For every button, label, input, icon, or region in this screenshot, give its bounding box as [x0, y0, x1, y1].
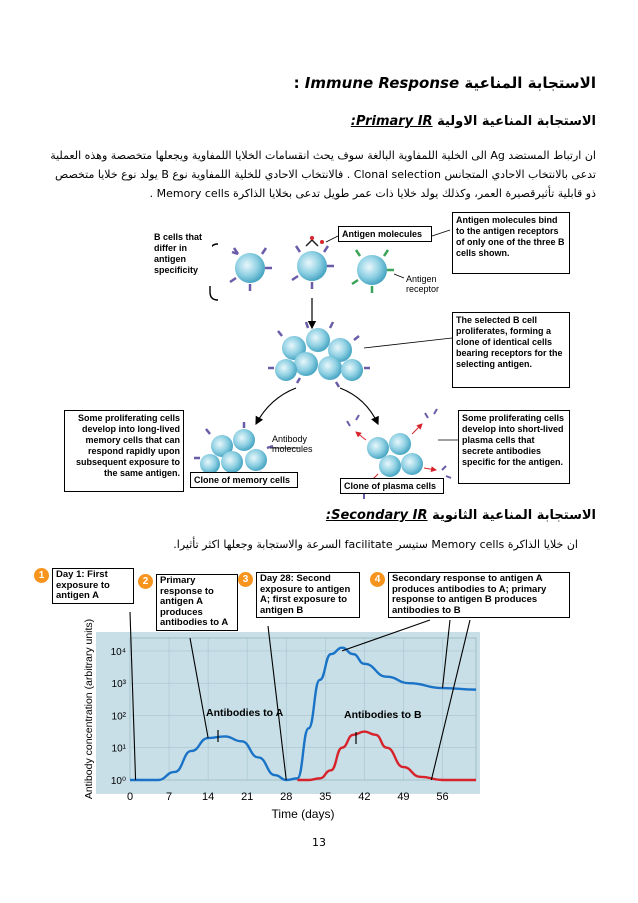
proliferating-cluster [268, 322, 370, 387]
heading-arabic: الاستجابة المناعية [464, 74, 596, 92]
primary-heading-arabic: الاستجابة المناعية الاولية [437, 114, 596, 129]
primary-heading [351, 114, 596, 129]
x-tick-label: 14 [202, 791, 215, 803]
clone-plasma-label: Clone of plasma cells [340, 478, 444, 494]
clonal-selection-diagram [60, 208, 580, 500]
step-text: Day 28: Second exposure to antigen A; first exposure to antigen B [256, 572, 360, 618]
plasma-cells-box: Some proliferating cells develop into short-lived plasma cells that secrete antibodies specific for the antigen. [458, 410, 570, 484]
primary-heading-english: Primary IR: [350, 114, 433, 129]
step-text: Day 1: First exposure to antigen A [52, 568, 134, 604]
x-axis-label: Time (days) [271, 807, 335, 821]
antibody-chart [30, 566, 610, 828]
x-tick-label: 0 [126, 791, 134, 803]
y-tick-label: 10² [111, 711, 126, 723]
paragraph-line: ان ارتباط المستضد Ag الى الخلية اللمفاوية البالغة سوف يحث انقسامات الخلايا اللمفاوية ويجعلها متخصصة وهذه العملية [50, 149, 596, 162]
series-label-a: Antibodies to A [206, 707, 284, 719]
x-tick-label: 21 [241, 791, 254, 803]
antigen-molecules-box: Antigen molecules [338, 226, 432, 242]
step-number: 1 [34, 568, 49, 583]
y-tick-label: 10⁴ [110, 646, 126, 658]
paragraph-line: تدعى بالانتخاب الاحادي المتجانس Clonal selection . فالانتخاب الاحادي للخلية اللمفاوية نوع B يولد نوع خلايا متخصص [55, 168, 596, 181]
b-cell-1 [230, 248, 272, 291]
clone-memory-label: Clone of memory cells [190, 472, 298, 488]
memory-cells-box: Some proliferating cells develop into long-lived memory cells that can respond rapidly upon subsequent exposure to the same antigen. [64, 410, 184, 492]
y-tick-label: 10¹ [111, 743, 126, 755]
x-tick-label: 42 [358, 791, 371, 803]
step-text: Secondary response to antigen A produces antibodies to A; primary response to antigen B produces antibodies to B [388, 572, 570, 618]
plot-background [96, 632, 480, 794]
y-tick-label: 10⁰ [110, 776, 126, 787]
y-axis-label: Antibody concentration (arbitrary units) [83, 618, 95, 800]
proliferates-box: The selected B cell proliferates, forming a clone of identical cells bearing receptors for the selecting antigen. [452, 312, 570, 388]
series-label-b: Antibodies to B [344, 709, 422, 721]
primary-paragraph [36, 146, 596, 203]
secondary-heading-english: Secondary IR: [325, 508, 428, 523]
x-tick-label: 49 [397, 791, 410, 803]
y-tick-label: 10³ [111, 679, 126, 691]
b-cells-box: B cells that differ in antigen specificity [154, 232, 212, 286]
secondary-text: ان خلايا الذاكرة Memory cells ستيسر facilitate السرعة والاستجابة وجعلها اكثر تأثيرا. [173, 538, 578, 551]
step-number: 2 [138, 574, 153, 589]
secondary-heading-arabic: الاستجابة المناعية الثانوية [432, 508, 596, 523]
heading-english: Immune Response [304, 74, 460, 92]
b-cell-2-selected [292, 236, 334, 289]
secondary-heading [326, 508, 596, 523]
x-tick-label: 56 [436, 791, 449, 803]
antigen-receptor-label: Antigen receptor [406, 274, 440, 294]
step-number: 4 [370, 572, 385, 587]
step-text: Primary response to antigen A produces antibodies to A [156, 574, 238, 631]
x-tick-label: 7 [166, 791, 173, 803]
paragraph-line: ذو قابلية تأثيرقصيرة العمر، وكذلك يولد خلايا ذات عمر طويل تدعى بخلايا الذاكرة Memory cells . [149, 187, 596, 200]
antibody-response-figure [30, 566, 610, 828]
page-number: 13 [312, 836, 326, 849]
x-tick-label: 35 [319, 791, 332, 803]
page-heading [294, 74, 596, 92]
b-cell-3 [352, 250, 394, 293]
heading-colon: : [293, 74, 300, 92]
x-tick-label: 28 [280, 791, 293, 803]
step-number: 3 [238, 572, 253, 587]
antibody-molecules-label: Antibody molecules [272, 434, 313, 454]
antigen-bind-box: Antigen molecules bind to the antigen receptors of only one of the three B cells shown. [452, 212, 570, 274]
